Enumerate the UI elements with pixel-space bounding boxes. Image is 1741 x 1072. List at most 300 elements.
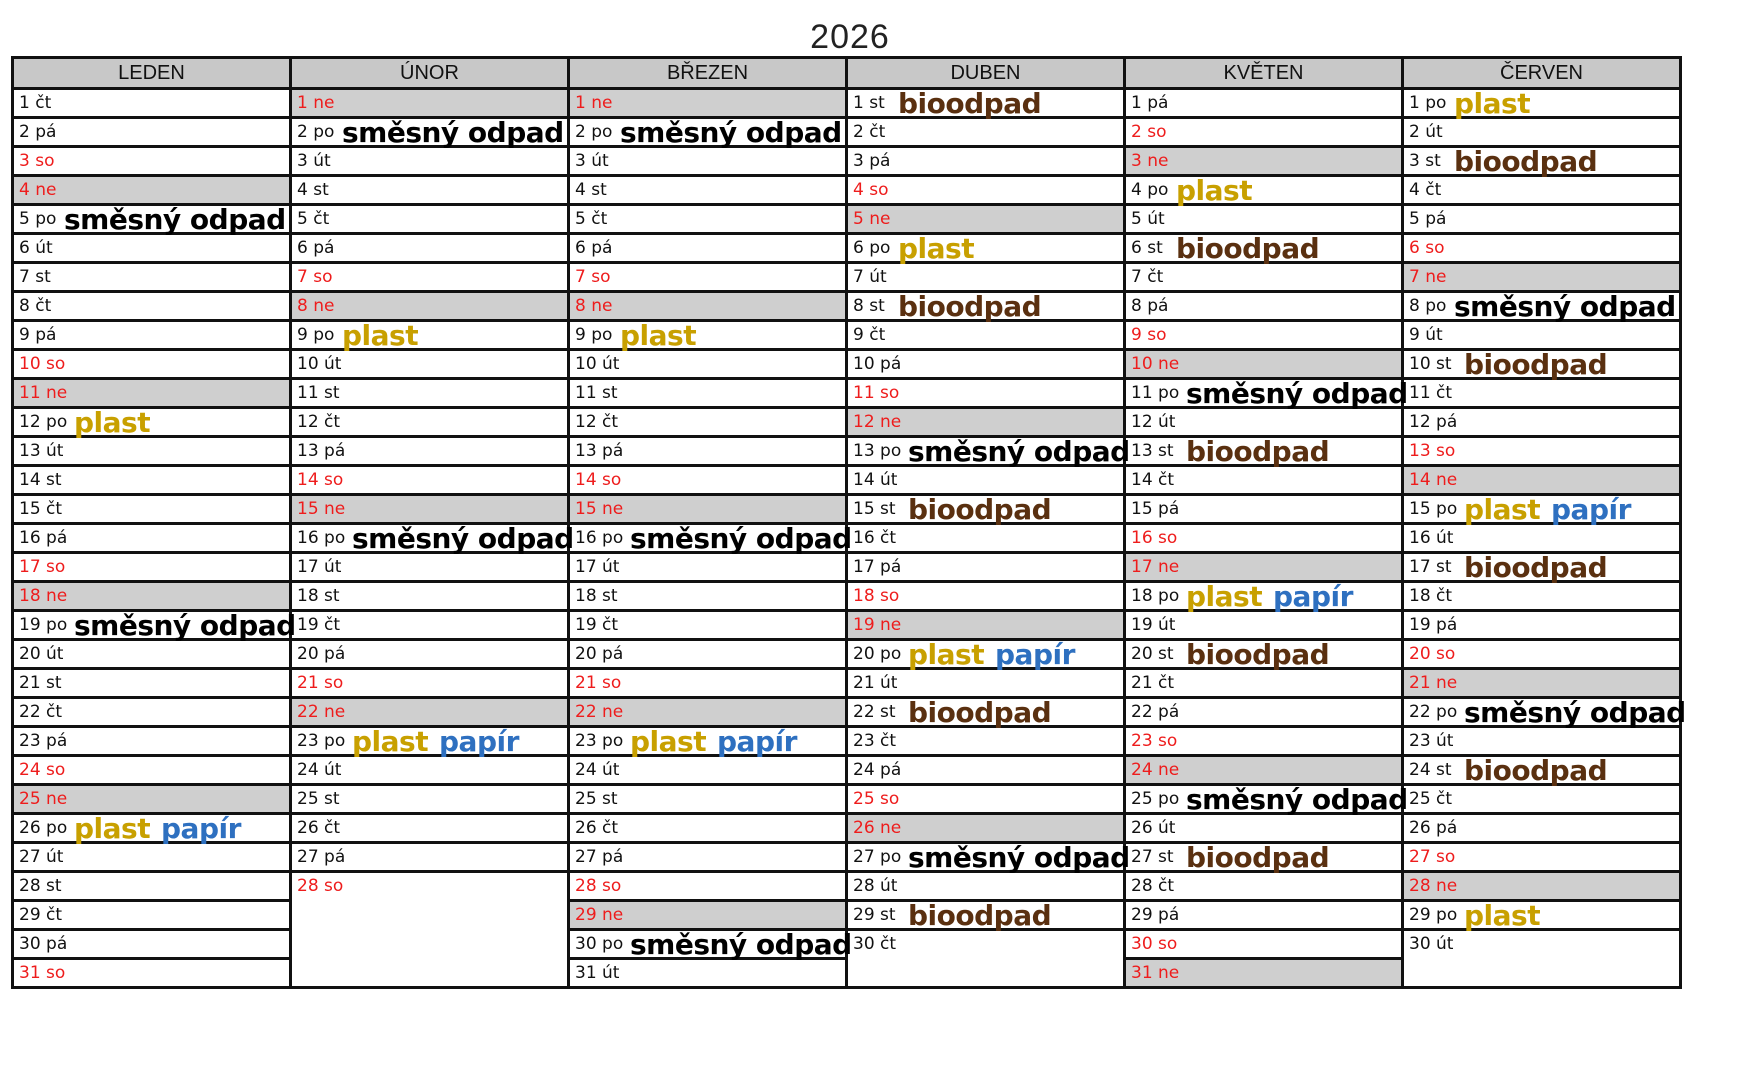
waste-bio-label: bioodpad: [898, 290, 1042, 323]
day-label: 14 so: [575, 470, 622, 490]
months-grid: [11, 56, 1686, 989]
day-label: 12 út: [1131, 412, 1176, 432]
day-row: [1404, 551, 1679, 584]
day-label: 13 po: [853, 441, 902, 461]
day-row: [1404, 119, 1679, 148]
day-label: 2 pá: [19, 122, 57, 142]
day-label: 27 út: [19, 847, 64, 867]
day-row: [1126, 841, 1401, 874]
day-label: 27 st: [1131, 847, 1174, 867]
day-label: 1 pá: [1131, 93, 1169, 113]
day-row: [1126, 322, 1401, 351]
day-label: 4 ne: [19, 180, 57, 200]
day-row: [292, 612, 567, 641]
waste-bio-label: bioodpad: [898, 87, 1042, 120]
day-label: 3 st: [1409, 151, 1441, 171]
day-label: 21 ne: [1409, 673, 1458, 693]
month-header: KVĚTEN: [1126, 59, 1401, 90]
day-row: [1126, 293, 1401, 322]
day-row: [14, 90, 289, 119]
day-label: 29 ne: [575, 905, 624, 925]
day-row: [848, 583, 1123, 612]
day-row: [1404, 206, 1679, 235]
waste-plast-label: plast: [620, 319, 697, 352]
calendar-year-title: 2026: [810, 18, 890, 56]
day-row: [1126, 525, 1401, 554]
waste-smesny-label: směsný odpad: [620, 116, 842, 149]
day-row: [1126, 612, 1401, 641]
day-label: 9 út: [1409, 325, 1443, 345]
day-row: [14, 902, 289, 931]
day-row: [292, 90, 567, 119]
day-label: 7 út: [853, 267, 887, 287]
day-label: 6 st: [1131, 238, 1163, 258]
day-row: [570, 522, 852, 555]
day-row: [1126, 554, 1401, 583]
day-label: 9 po: [297, 325, 335, 345]
day-row: [848, 351, 1123, 380]
day-row: [570, 177, 845, 206]
day-row: [14, 583, 289, 612]
day-row: [14, 467, 289, 496]
waste-bio-label: bioodpad: [1176, 232, 1320, 265]
day-row: [848, 525, 1123, 554]
day-label: 13 st: [1131, 441, 1174, 461]
month-column: [845, 56, 1130, 989]
day-label: 28 so: [575, 876, 622, 896]
day-row: [1404, 177, 1679, 206]
day-label: 21 so: [297, 673, 344, 693]
day-row: [14, 757, 289, 786]
day-label: 21 st: [19, 673, 62, 693]
day-label: 22 st: [853, 702, 896, 722]
day-label: 28 út: [853, 876, 898, 896]
day-label: 30 pá: [19, 934, 68, 954]
day-row: [1126, 960, 1401, 986]
day-label: 12 pá: [1409, 412, 1458, 432]
day-label: 3 út: [297, 151, 331, 171]
day-label: 24 út: [297, 760, 342, 780]
day-label: 9 čt: [853, 325, 886, 345]
day-row: [848, 612, 1123, 641]
waste-bio-label: bioodpad: [908, 696, 1052, 729]
day-label: 21 út: [853, 673, 898, 693]
day-label: 16 po: [575, 528, 624, 548]
day-row: [292, 206, 567, 235]
day-label: 10 st: [1409, 354, 1452, 374]
day-row: [848, 696, 1123, 729]
day-row: [292, 177, 567, 206]
day-label: 5 pá: [1409, 209, 1447, 229]
day-label: 18 ne: [19, 586, 68, 606]
waste-smesny-label: směsný odpad: [74, 609, 296, 642]
day-row: [848, 87, 1123, 120]
day-row: [14, 496, 289, 525]
month-header: ČERVEN: [1404, 59, 1679, 90]
day-label: 16 pá: [19, 528, 68, 548]
day-label: 19 čt: [575, 615, 619, 635]
day-label: 24 út: [575, 760, 620, 780]
day-label: 5 ne: [853, 209, 891, 229]
day-label: 22 po: [1409, 702, 1458, 722]
day-row: [848, 177, 1123, 206]
day-label: 29 st: [853, 905, 896, 925]
day-row: [292, 757, 567, 786]
day-label: 15 po: [1409, 499, 1458, 519]
day-row: [1126, 815, 1401, 844]
day-label: 6 so: [1409, 238, 1445, 258]
day-row: [14, 148, 289, 177]
day-label: 14 st: [19, 470, 62, 490]
day-label: 19 pá: [1409, 615, 1458, 635]
day-label: 13 pá: [575, 441, 624, 461]
day-label: 24 st: [1409, 760, 1452, 780]
waste-papir-label: papír: [439, 725, 519, 758]
day-label: 2 út: [1409, 122, 1443, 142]
day-label: 14 so: [297, 470, 344, 490]
day-label: 9 po: [575, 325, 613, 345]
day-label: 1 ne: [575, 93, 613, 113]
day-label: 3 út: [575, 151, 609, 171]
month-column: [289, 56, 574, 989]
day-row: [14, 264, 289, 293]
day-label: 1 st: [853, 93, 885, 113]
day-label: 24 so: [19, 760, 66, 780]
waste-smesny-label: směsný odpad: [1454, 290, 1676, 323]
day-label: 20 pá: [575, 644, 624, 664]
waste-smesny-label: směsný odpad: [630, 522, 852, 555]
day-row: [1404, 348, 1679, 381]
day-row: [1126, 873, 1401, 902]
day-row: [14, 931, 289, 960]
waste-bio-label: bioodpad: [1186, 841, 1330, 874]
day-label: 19 út: [1131, 615, 1176, 635]
day-row: [1126, 264, 1401, 293]
day-row: [292, 380, 567, 409]
day-label: 30 so: [1131, 934, 1178, 954]
waste-papir-label: papír: [717, 725, 797, 758]
day-row: [848, 232, 1123, 265]
day-label: 8 po: [1409, 296, 1447, 316]
day-label: 15 ne: [575, 499, 624, 519]
day-label: 30 út: [1409, 934, 1454, 954]
day-row: [1404, 754, 1679, 787]
day-label: 27 so: [1409, 847, 1456, 867]
day-label: 29 pá: [1131, 905, 1180, 925]
day-label: 26 čt: [575, 818, 619, 838]
day-row: [292, 148, 567, 177]
day-row: [1126, 351, 1401, 380]
month-header: ÚNOR: [292, 59, 567, 90]
day-label: 4 st: [575, 180, 607, 200]
day-row: [570, 815, 845, 844]
day-label: 24 pá: [853, 760, 902, 780]
waste-bio-label: bioodpad: [1186, 638, 1330, 671]
waste-plast-label: plast: [74, 406, 151, 439]
month-header: LEDEN: [14, 59, 289, 90]
waste-smesny-label: směsný odpad: [908, 435, 1130, 468]
day-row: [1126, 435, 1401, 468]
day-row: [292, 699, 567, 728]
day-label: 9 pá: [19, 325, 57, 345]
waste-plast-label: plast: [898, 232, 975, 265]
day-label: 2 po: [575, 122, 613, 142]
day-row: [1404, 844, 1679, 873]
waste-smesny-label: směsný odpad: [1186, 377, 1408, 410]
day-row: [1404, 87, 1679, 120]
day-row: [292, 583, 567, 612]
waste-smesny-label: směsný odpad: [908, 841, 1130, 874]
day-row: [1126, 638, 1401, 671]
waste-papir-label: papír: [1551, 493, 1631, 526]
day-row: [1126, 580, 1401, 613]
day-row: [292, 554, 567, 583]
day-row: [14, 406, 289, 439]
day-label: 13 so: [1409, 441, 1456, 461]
day-label: 18 st: [575, 586, 618, 606]
day-label: 29 čt: [19, 905, 63, 925]
day-label: 22 ne: [297, 702, 346, 722]
day-row: [570, 90, 845, 119]
day-label: 12 čt: [297, 412, 341, 432]
day-label: 12 po: [19, 412, 68, 432]
day-row: [14, 438, 289, 467]
waste-papir-label: papír: [161, 812, 241, 845]
day-label: 15 pá: [1131, 499, 1180, 519]
day-label: 31 út: [575, 963, 620, 983]
day-label: 8 ne: [575, 296, 613, 316]
day-label: 21 so: [575, 673, 622, 693]
day-label: 28 st: [19, 876, 62, 896]
waste-plast-label: plast: [1454, 87, 1531, 120]
waste-plast-label: plast: [1176, 174, 1253, 207]
day-label: 25 čt: [1409, 789, 1453, 809]
waste-bio-label: bioodpad: [1186, 435, 1330, 468]
day-row: [1404, 264, 1679, 293]
day-row: [1404, 380, 1679, 409]
day-row: [1126, 119, 1401, 148]
day-label: 6 po: [853, 238, 891, 258]
day-label: 11 st: [575, 383, 618, 403]
day-label: 10 út: [297, 354, 342, 374]
day-label: 19 čt: [297, 615, 341, 635]
day-label: 28 čt: [1131, 876, 1175, 896]
month-header: DUBEN: [848, 59, 1123, 90]
day-label: 11 po: [1131, 383, 1180, 403]
day-row: [1404, 235, 1679, 264]
day-label: 12 ne: [853, 412, 902, 432]
day-label: 15 čt: [19, 499, 63, 519]
day-label: 6 pá: [297, 238, 335, 258]
day-row: [14, 873, 289, 902]
day-row: [570, 206, 845, 235]
day-row: [1404, 409, 1679, 438]
day-row: [848, 873, 1123, 902]
day-label: 2 po: [297, 122, 335, 142]
day-label: 1 čt: [19, 93, 52, 113]
day-row: [848, 148, 1123, 177]
day-row: [1126, 148, 1401, 177]
day-label: 23 út: [1409, 731, 1454, 751]
day-row: [1126, 377, 1408, 410]
day-label: 15 ne: [297, 499, 346, 519]
day-row: [570, 844, 845, 873]
day-label: 31 ne: [1131, 963, 1180, 983]
day-label: 18 po: [1131, 586, 1180, 606]
day-row: [1126, 496, 1401, 525]
day-row: [1404, 493, 1679, 526]
day-label: 31 so: [19, 963, 66, 983]
day-row: [1404, 525, 1679, 554]
day-row: [848, 815, 1123, 844]
day-label: 28 so: [297, 876, 344, 896]
day-label: 8 ne: [297, 296, 335, 316]
day-row: [848, 409, 1123, 438]
waste-bio-label: bioodpad: [1464, 754, 1608, 787]
day-label: 4 po: [1131, 180, 1169, 200]
waste-papir-label: papír: [1273, 580, 1353, 613]
day-row: [292, 786, 567, 815]
day-label: 16 po: [297, 528, 346, 548]
day-row: [1404, 899, 1679, 932]
day-row: [570, 235, 845, 264]
day-row: [1404, 815, 1679, 844]
day-row: [292, 264, 567, 293]
day-row: [1126, 902, 1401, 931]
day-row: [1126, 409, 1401, 438]
day-label: 30 čt: [853, 934, 897, 954]
day-label: 5 po: [19, 209, 57, 229]
day-label: 3 so: [19, 151, 55, 171]
day-row: [848, 899, 1123, 932]
day-row: [1126, 90, 1401, 119]
day-row: [292, 641, 567, 670]
day-label: 20 pá: [297, 644, 346, 664]
day-row: [570, 380, 845, 409]
day-label: 19 po: [19, 615, 68, 635]
waste-smesny-label: směsný odpad: [1464, 696, 1686, 729]
day-row: [14, 609, 296, 642]
day-row: [570, 467, 845, 496]
day-row: [14, 699, 289, 728]
day-row: [14, 119, 289, 148]
day-row: [1404, 931, 1679, 957]
day-label: 14 út: [853, 470, 898, 490]
day-row: [14, 670, 289, 699]
day-row: [292, 467, 567, 496]
day-row: [292, 873, 567, 899]
day-label: 11 ne: [19, 383, 68, 403]
day-row: [570, 873, 845, 902]
day-row: [1404, 786, 1679, 815]
day-row: [292, 116, 567, 149]
day-label: 10 so: [19, 354, 66, 374]
day-row: [14, 177, 289, 206]
day-label: 5 čt: [575, 209, 608, 229]
day-row: [570, 641, 845, 670]
day-label: 28 ne: [1409, 876, 1458, 896]
day-label: 7 st: [19, 267, 51, 287]
day-label: 12 čt: [575, 412, 619, 432]
day-row: [570, 699, 845, 728]
day-label: 23 so: [1131, 731, 1178, 751]
day-label: 3 ne: [1131, 151, 1169, 171]
day-row: [14, 293, 289, 322]
day-row: [14, 554, 289, 583]
day-row: [1404, 612, 1679, 641]
day-label: 18 st: [297, 586, 340, 606]
day-label: 10 út: [575, 354, 620, 374]
day-row: [570, 438, 845, 467]
day-row: [1126, 174, 1401, 207]
month-column: [11, 56, 296, 989]
day-label: 22 pá: [1131, 702, 1180, 722]
day-row: [1404, 696, 1686, 729]
day-label: 30 po: [575, 934, 624, 954]
day-row: [14, 322, 289, 351]
day-row: [1126, 232, 1401, 265]
day-row: [1126, 206, 1401, 235]
waste-bio-label: bioodpad: [1454, 145, 1598, 178]
day-label: 22 čt: [19, 702, 63, 722]
month-column: [1123, 56, 1408, 989]
day-row: [1404, 583, 1679, 612]
day-row: [292, 815, 567, 844]
day-label: 18 čt: [1409, 586, 1453, 606]
day-row: [848, 554, 1123, 583]
waste-bio-label: bioodpad: [1464, 551, 1608, 584]
month-header: BŘEZEN: [570, 59, 845, 90]
day-row: [14, 380, 289, 409]
waste-plast-label: plast: [352, 725, 429, 758]
day-row: [570, 786, 845, 815]
day-label: 26 ne: [853, 818, 902, 838]
waste-bio-label: bioodpad: [908, 493, 1052, 526]
day-row: [848, 786, 1123, 815]
day-row: [1404, 322, 1679, 351]
day-row: [1404, 873, 1679, 902]
day-label: 14 ne: [1409, 470, 1458, 490]
day-label: 17 so: [19, 557, 66, 577]
day-row: [292, 670, 567, 699]
day-label: 26 po: [19, 818, 68, 838]
day-row: [14, 812, 289, 845]
day-label: 4 st: [297, 180, 329, 200]
day-row: [848, 467, 1123, 496]
day-label: 16 út: [1409, 528, 1454, 548]
day-label: 20 so: [1409, 644, 1456, 664]
day-row: [292, 725, 567, 758]
day-label: 5 čt: [297, 209, 330, 229]
day-row: [848, 290, 1123, 323]
day-row: [848, 757, 1123, 786]
day-label: 25 po: [1131, 789, 1180, 809]
day-label: 7 čt: [1131, 267, 1164, 287]
day-row: [1404, 290, 1679, 323]
day-label: 26 čt: [297, 818, 341, 838]
day-row: [848, 119, 1123, 148]
day-row: [848, 322, 1123, 351]
day-label: 23 pá: [19, 731, 68, 751]
day-label: 14 čt: [1131, 470, 1175, 490]
waste-smesny-label: směsný odpad: [342, 116, 564, 149]
waste-smesny-label: směsný odpad: [630, 928, 852, 961]
day-row: [848, 435, 1130, 468]
day-row: [570, 757, 845, 786]
day-label: 17 ne: [1131, 557, 1180, 577]
waste-bio-label: bioodpad: [1464, 348, 1608, 381]
day-label: 17 st: [1409, 557, 1452, 577]
